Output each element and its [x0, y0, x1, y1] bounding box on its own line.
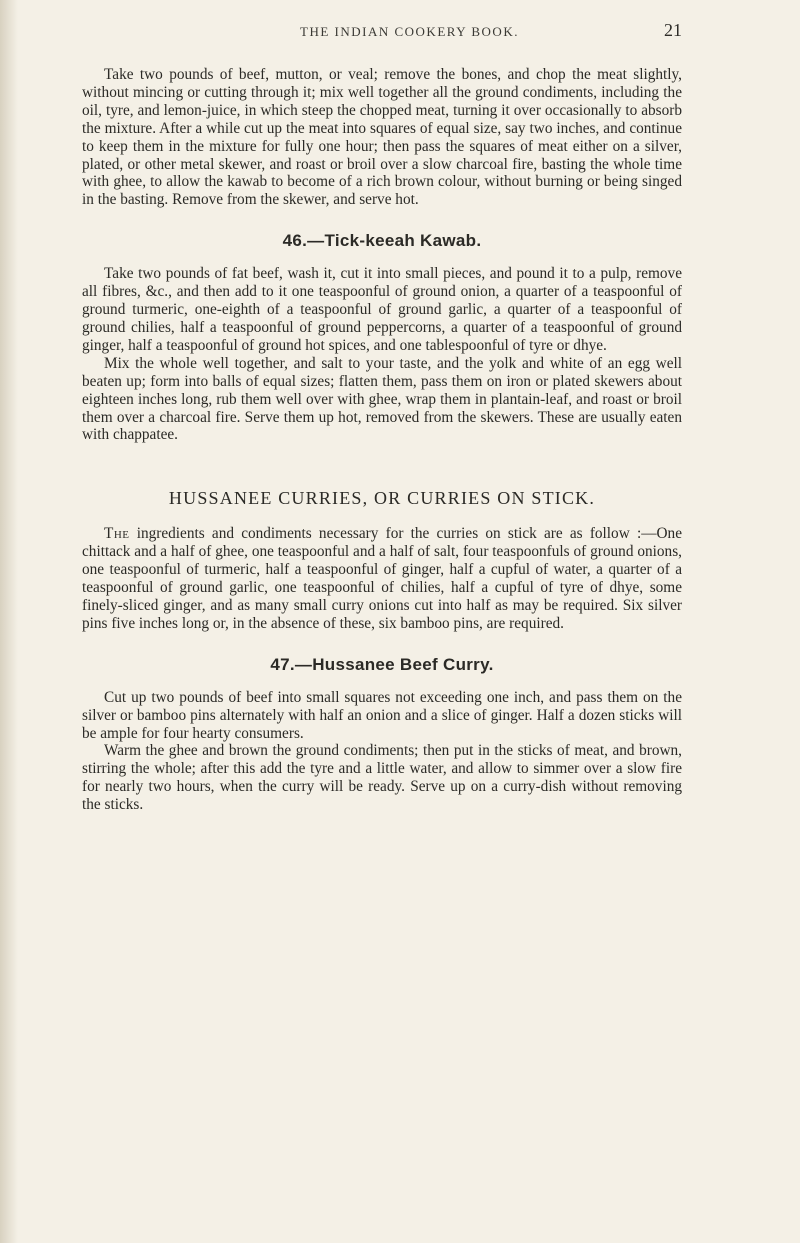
running-title: THE INDIAN COOKERY BOOK.	[300, 24, 519, 39]
section-intro-text: ingredients and condiments necessary for the curries on stick are as follow :—One chittack and a half of ghee, one teaspoonful and a half of salt, four teaspoonfuls of ground onions, one teaspoonful of turmeric, half a teaspoonful of ginger, half a cupful of water, a quarter of a teaspoonful of ground garlic, one teaspoonful of chilies, half a cupful of tyre of dhye, some finely-sliced ginger, and as many small curry onions cut into half as may be required. Six silver pins five inches long or, in the absence of these, six bamboo pins, are required.	[82, 525, 682, 632]
recipe-46-paragraph-1: Take two pounds of fat beef, wash it, cut it into small pieces, and pound it to a pulp, remove all fibres, &c., and then add to it one teaspoonful of ground onion, a quarter of a teaspoonful of ground turmeric, one-eighth of a teaspoonful of ground garlic, a quarter of a teaspoonful of ground chilies, half a teaspoonful of ground peppercorns, a quarter of a teaspoonful of ground ginger, half a teaspoonful of ground hot spices, and one tablespoonful of tyre or dhye.	[82, 265, 682, 354]
continued-paragraph: Take two pounds of beef, mutton, or veal; remove the bones, and chop the meat slightly, without mincing or cutting through it; mix well together all the ground condiments, including the oil, tyre, and lemon-juice, in which steep the chopped meat, turning it over occasionally to absorb the mixture. After a while cut up the meat into squares of equal size, say two inches, and continue to keep them in the mixture for fully one hour; then pass the squares of meat either on a silver, plated, or other metal skewer, and roast or broil over a slow charcoal fire, basting the whole time with ghee, to allow the kawab to become of a rich brown colour, without burning or being singed in the basting. Remove from the skewer, and serve hot.	[82, 66, 682, 209]
page-body	[82, 66, 682, 814]
recipe-46-title: 46.—Tick-keeah Kawab.	[282, 231, 482, 251]
recipe-47-paragraph-1: Cut up two pounds of beef into small squares not exceeding one inch, and pass them on the silver or bamboo pins alternately with half an onion and a slice of ginger. Half a dozen sticks will be ample for four hearty consumers.	[82, 688, 682, 742]
section-title: HUSSANEE CURRIES, OR CURRIES ON STICK.	[168, 488, 596, 509]
recipe-46-paragraph-2: Mix the whole well together, and salt to your taste, and the yolk and white of an egg well beaten up; form into balls of equal sizes; flatten them, pass them on iron or plated skewers about eighteen inches long, rub them well over with ghee, wrap them in plantain-leaf, and roast or broil them over a charcoal fire. Serve them up hot, removed from the skewers. These are usually eaten with chappatee.	[82, 354, 682, 444]
recipe-47-title: 47.—Hussanee Beef Curry.	[270, 654, 494, 674]
recipe-47-paragraph-2: Warm the ghee and brown the ground condiments; then put in the sticks of meat, and brown, stirring the whole; after this add the tyre and a little water, and allow to simmer over a slow fire for nearly two hours, when the curry will be ready. Serve up on a curry-dish without removing the sticks.	[82, 742, 682, 814]
page-number: 21	[664, 20, 682, 40]
running-header	[300, 18, 682, 46]
section-intro-paragraph	[82, 525, 682, 632]
section-lead-word: The	[104, 525, 130, 543]
page-gutter-shadow	[0, 0, 18, 1243]
